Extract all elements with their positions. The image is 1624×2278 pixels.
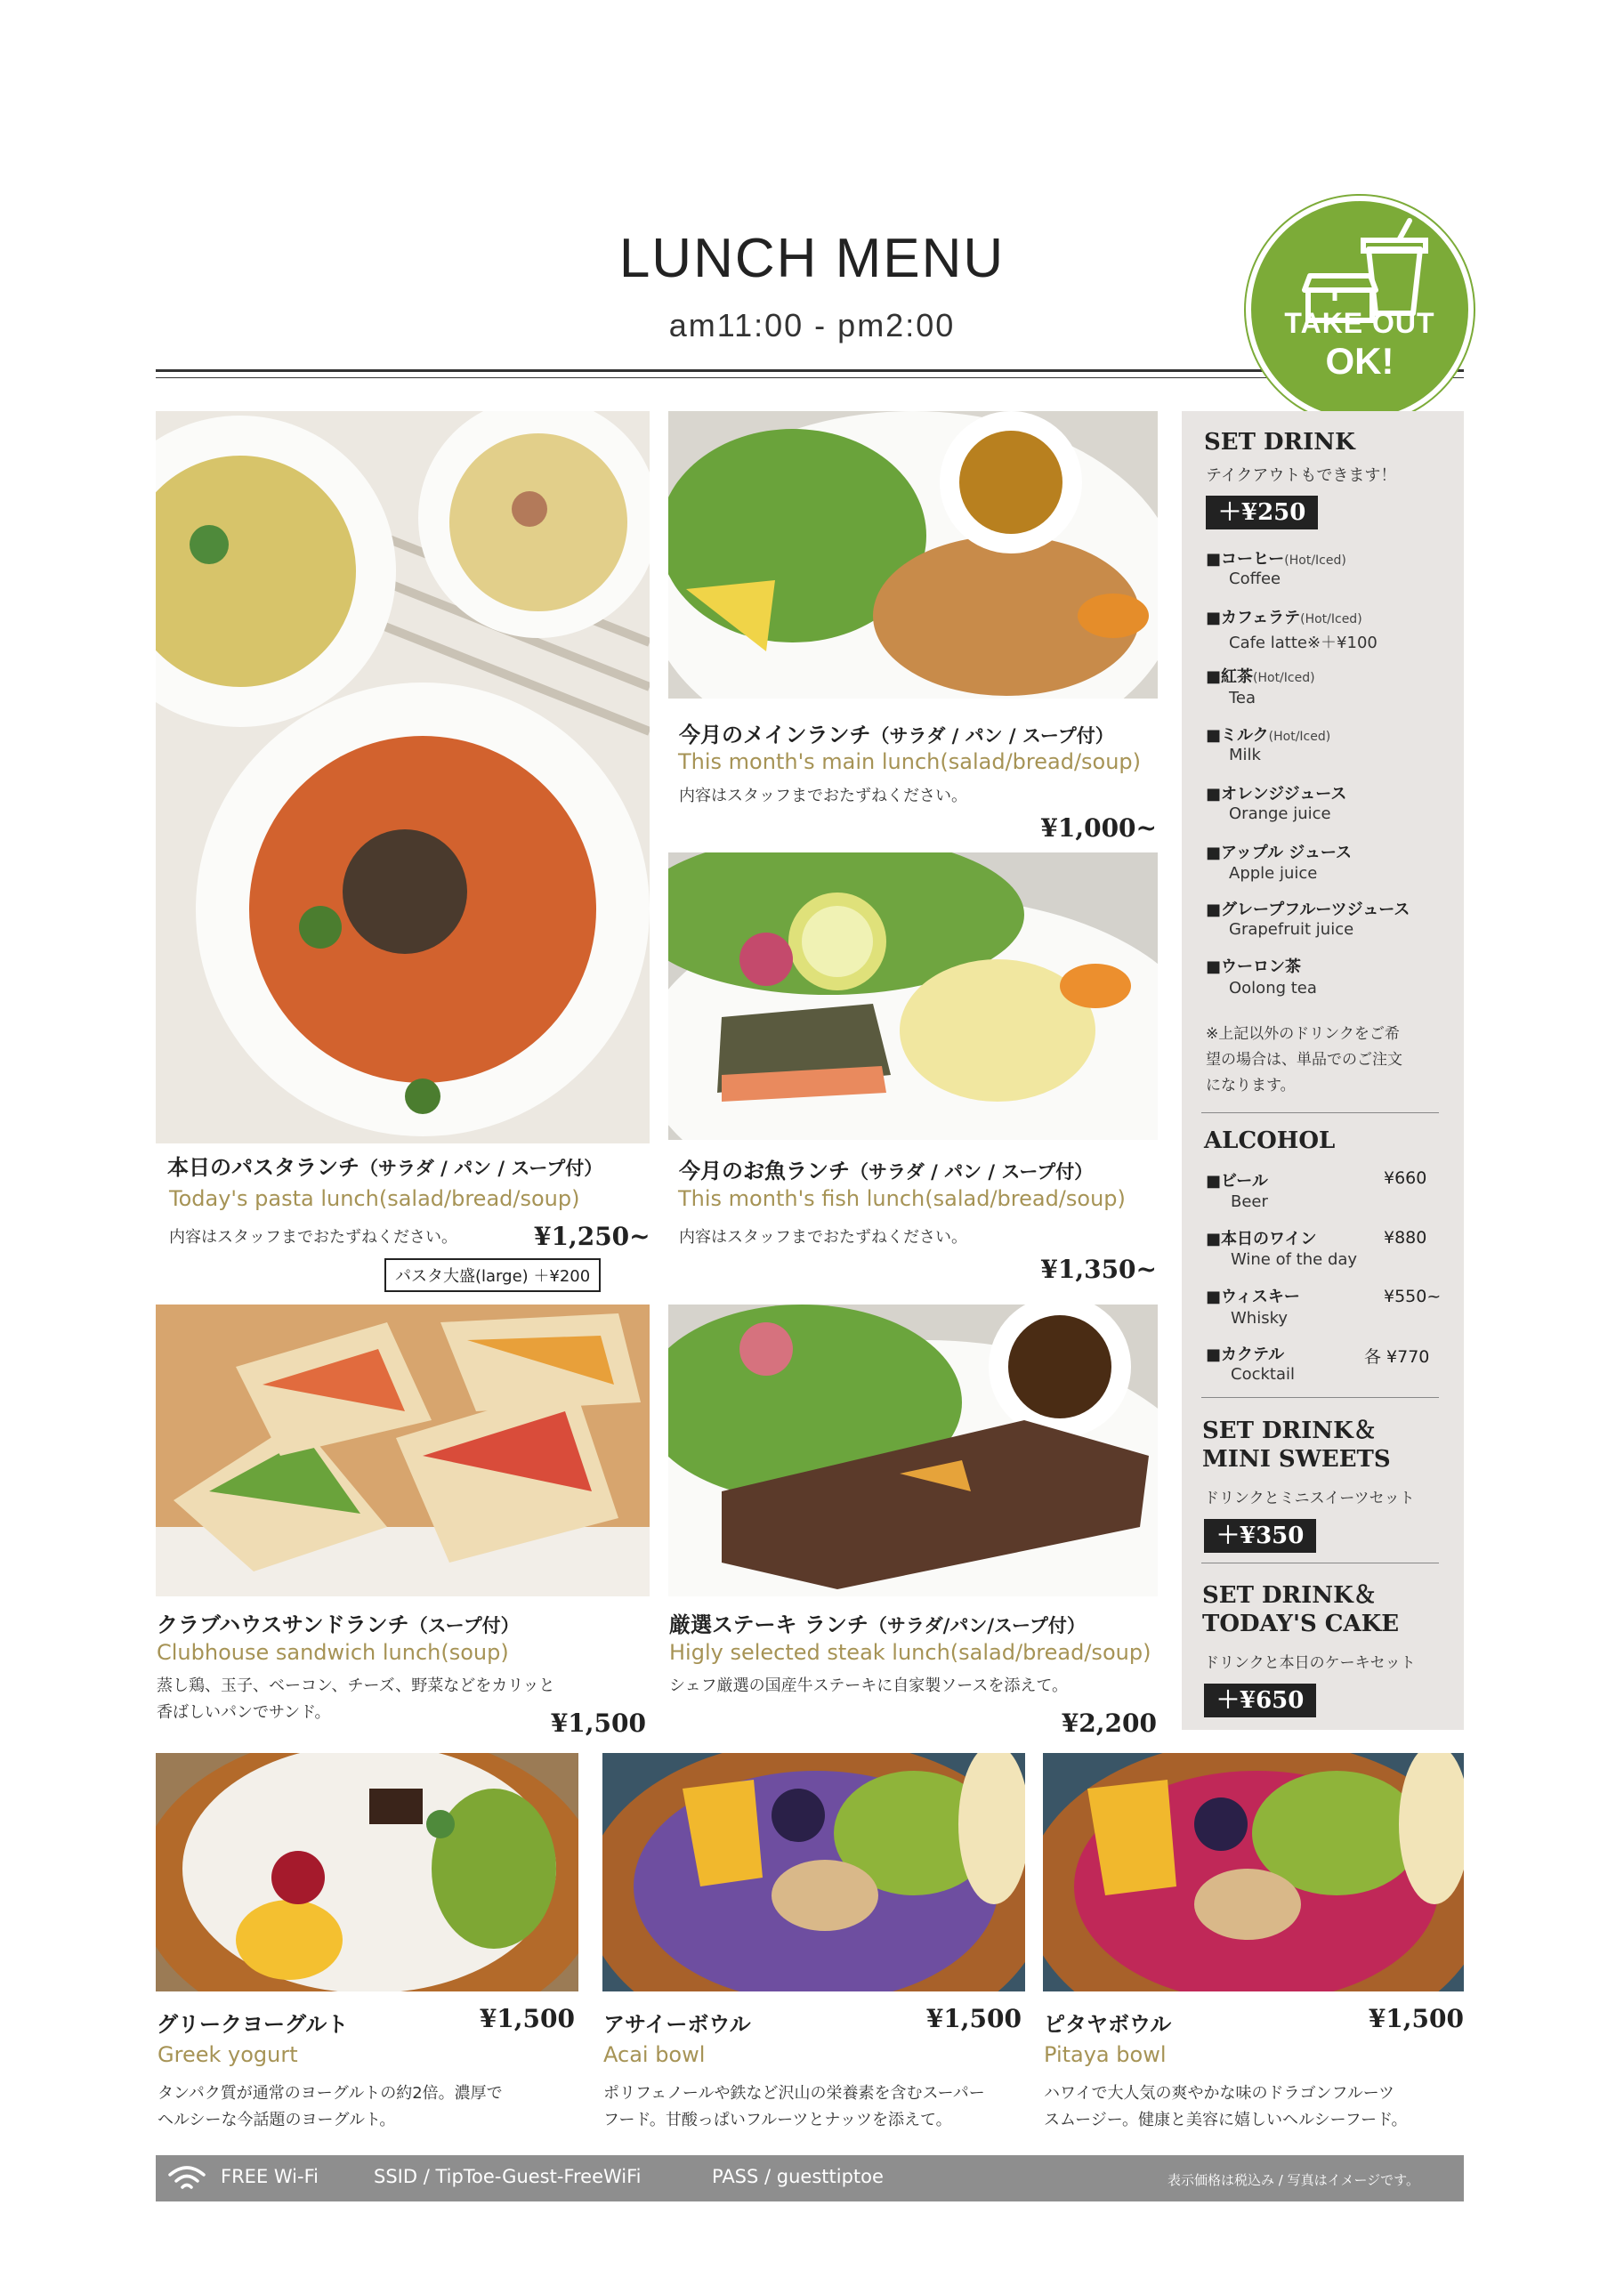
fish-lunch-photo — [668, 852, 1158, 1140]
sandwich-desc: 蒸し鶏、玉子、ベーコン、チーズ、野菜などをカリッと 香ばしいパンでサンド。 — [157, 1676, 555, 1722]
sidebar-divider — [1201, 1397, 1439, 1398]
pitaya-bowl-desc: ハワイで大人気の爽やかな味のドラゴンフルーツ スムージー。健康と美容に嬉しいヘルシーフード。 — [1044, 2084, 1408, 2129]
drink-item: ■グレープフルーツジュース — [1206, 901, 1410, 919]
sweets-set-price: ＋¥350 — [1204, 1519, 1316, 1553]
main-lunch-photo — [668, 411, 1158, 699]
alcohol-item: ■ビール — [1206, 1172, 1268, 1191]
drink-item: ■コーヒー(Hot/Iced) — [1206, 550, 1346, 569]
sandwich-name-en: Clubhouse sandwich lunch(soup) — [157, 1640, 509, 1665]
greek-yogurt-photo — [156, 1753, 578, 1991]
drink-item-en: Milk — [1229, 746, 1261, 764]
cake-set-title-1: SET DRINK＆ — [1202, 1582, 1377, 1609]
alcohol-title: ALCOHOL — [1204, 1127, 1336, 1154]
sandwich-name-jp: クラブハウスサンドランチ（スープ付） — [157, 1612, 520, 1637]
fish-lunch-price: ¥1,350~ — [1040, 1255, 1157, 1284]
alcohol-item-en: Beer — [1231, 1192, 1268, 1211]
alcohol-item: ■カクテル — [1206, 1345, 1285, 1364]
alcohol-item: ■本日のワイン — [1206, 1230, 1317, 1248]
sweets-set-title-2: MINI SWEETS — [1202, 1446, 1391, 1473]
steak-name-jp: 厳選ステーキ ランチ（サラダ/パン/スープ付） — [669, 1612, 1086, 1637]
alcohol-item-en: Wine of the day — [1231, 1250, 1358, 1269]
pasta-price: ¥1,250~ — [534, 1222, 650, 1251]
greek-yogurt-name-en: Greek yogurt — [158, 2042, 298, 2067]
wifi-password: PASS / guesttiptoe — [712, 2166, 884, 2187]
pasta-name-en: Today's pasta lunch(salad/bread/soup) — [169, 1186, 580, 1211]
takeout-label: TAKE OUT — [1284, 307, 1435, 339]
drink-item: ■紅茶(Hot/Iced) — [1206, 667, 1315, 686]
greek-yogurt-name-jp: グリークヨーグルト — [157, 2011, 349, 2037]
greek-yogurt-desc: タンパク質が通常のヨーグルトの約2倍。濃厚で ヘルシーな今話題のヨーグルト。 — [158, 2084, 503, 2129]
set-drink-sub: テイクアウトもできます！ — [1206, 466, 1397, 485]
alcohol-price: ¥550~ — [1384, 1287, 1442, 1306]
acai-bowl-name-en: Acai bowl — [603, 2042, 706, 2067]
main-lunch-price: ¥1,000~ — [1040, 813, 1157, 843]
sweets-set-sub: ドリンクとミニスイーツセット — [1204, 1490, 1415, 1507]
pitaya-bowl-photo — [1043, 1753, 1464, 1991]
takeout-ok: OK! — [1325, 340, 1394, 382]
wifi-ssid: SSID / TipToe-Guest-FreeWiFi — [374, 2166, 642, 2187]
opening-hours: am11:00 - pm2:00 — [668, 307, 956, 343]
main-lunch-name-jp: 今月のメインランチ（サラダ / パン / スープ付） — [679, 722, 1114, 747]
pitaya-bowl-name-jp: ピタヤボウル — [1044, 2011, 1172, 2037]
greek-yogurt-price: ¥1,500 — [479, 2004, 575, 2033]
acai-bowl-name-jp: アサイーボウル — [603, 2011, 751, 2037]
drink-item-en: Coffee — [1229, 570, 1281, 588]
main-lunch-name-en: This month's main lunch(salad/bread/soup) — [678, 749, 1142, 774]
steak-price: ¥2,200 — [1061, 1708, 1157, 1738]
page-title: LUNCH MENU — [618, 228, 1006, 289]
pasta-desc: 内容はスタッフまでおたずねください。 — [169, 1228, 457, 1247]
fish-lunch-name-jp: 今月のお魚ランチ（サラダ / パン / スープ付） — [679, 1158, 1094, 1183]
cake-set-sub: ドリンクと本日のケーキセット — [1204, 1654, 1416, 1672]
acai-bowl-desc: ポリフェノールや鉄など沢山の栄養素を含むスーパー フード。甘酸っぱいフルーツとナッツを添えて。 — [603, 2084, 985, 2129]
drink-item: ■オレンジジュース — [1206, 785, 1347, 804]
drink-item-en: Tea — [1229, 689, 1256, 707]
pasta-photo — [156, 411, 650, 1143]
drink-item: ■ウーロン茶 — [1206, 957, 1302, 976]
drink-item: ■カフェラテ(Hot/Iced) — [1206, 609, 1362, 627]
acai-bowl-price: ¥1,500 — [925, 2004, 1022, 2033]
steak-photo — [668, 1305, 1158, 1596]
acai-bowl-photo — [602, 1753, 1025, 1991]
drink-item-en: Oolong tea — [1229, 979, 1317, 998]
tax-note: 表示価格は税込み / 写真はイメージです。 — [1168, 2172, 1419, 2188]
sandwich-price: ¥1,500 — [550, 1708, 646, 1738]
cake-set-price: ＋¥650 — [1204, 1684, 1316, 1717]
wifi-icon — [167, 2164, 206, 2193]
drink-item-en: Apple juice — [1229, 864, 1318, 883]
steak-name-en: Higly selected steak lunch(salad/bread/soup) — [669, 1640, 1151, 1665]
set-drink-price: ＋¥250 — [1206, 496, 1318, 529]
fish-lunch-desc: 内容はスタッフまでおたずねください。 — [679, 1228, 967, 1247]
drink-item: ■アップル ジュース — [1206, 844, 1353, 862]
drink-item: ■ミルク(Hot/Iced) — [1206, 726, 1331, 745]
alcohol-item: ■ウィスキー — [1206, 1288, 1300, 1306]
main-lunch-desc: 内容はスタッフまでおたずねください。 — [679, 787, 967, 805]
sandwich-photo — [156, 1305, 650, 1596]
wifi-label: FREE Wi-Fi — [221, 2166, 319, 2187]
alcohol-price: 各 ¥770 — [1364, 1347, 1430, 1367]
alcohol-price: ¥660 — [1384, 1168, 1427, 1188]
drink-item-en: Grapefruit juice — [1229, 920, 1354, 939]
pitaya-bowl-price: ¥1,500 — [1368, 2004, 1464, 2033]
alcohol-item-en: Cocktail — [1231, 1365, 1295, 1384]
pitaya-bowl-name-en: Pitaya bowl — [1044, 2042, 1167, 2067]
pasta-large-option: パスタ大盛(large) ＋¥200 — [384, 1258, 601, 1292]
pasta-name-jp: 本日のパスタランチ（サラダ / パン / スープ付） — [167, 1154, 603, 1180]
drink-item-en: Cafe latte※＋¥100 — [1229, 634, 1378, 652]
set-drink-title: SET DRINK — [1204, 429, 1355, 456]
cake-set-title-2: TODAY'S CAKE — [1202, 1611, 1400, 1637]
alcohol-item-en: Whisky — [1231, 1309, 1289, 1328]
fish-lunch-name-en: This month's fish lunch(salad/bread/soup) — [678, 1186, 1126, 1211]
alcohol-price: ¥880 — [1384, 1228, 1427, 1248]
set-drink-note: ※上記以外のドリンクをご希 望の場合は、単品でのご注文 になります。 — [1206, 1025, 1402, 1095]
steak-desc: シェフ厳選の国産牛ステーキに自家製ソースを添えて。 — [669, 1676, 1069, 1695]
sidebar-divider — [1201, 1112, 1439, 1113]
drink-item-en: Orange juice — [1229, 804, 1331, 823]
sweets-set-title-1: SET DRINK＆ — [1202, 1418, 1377, 1444]
